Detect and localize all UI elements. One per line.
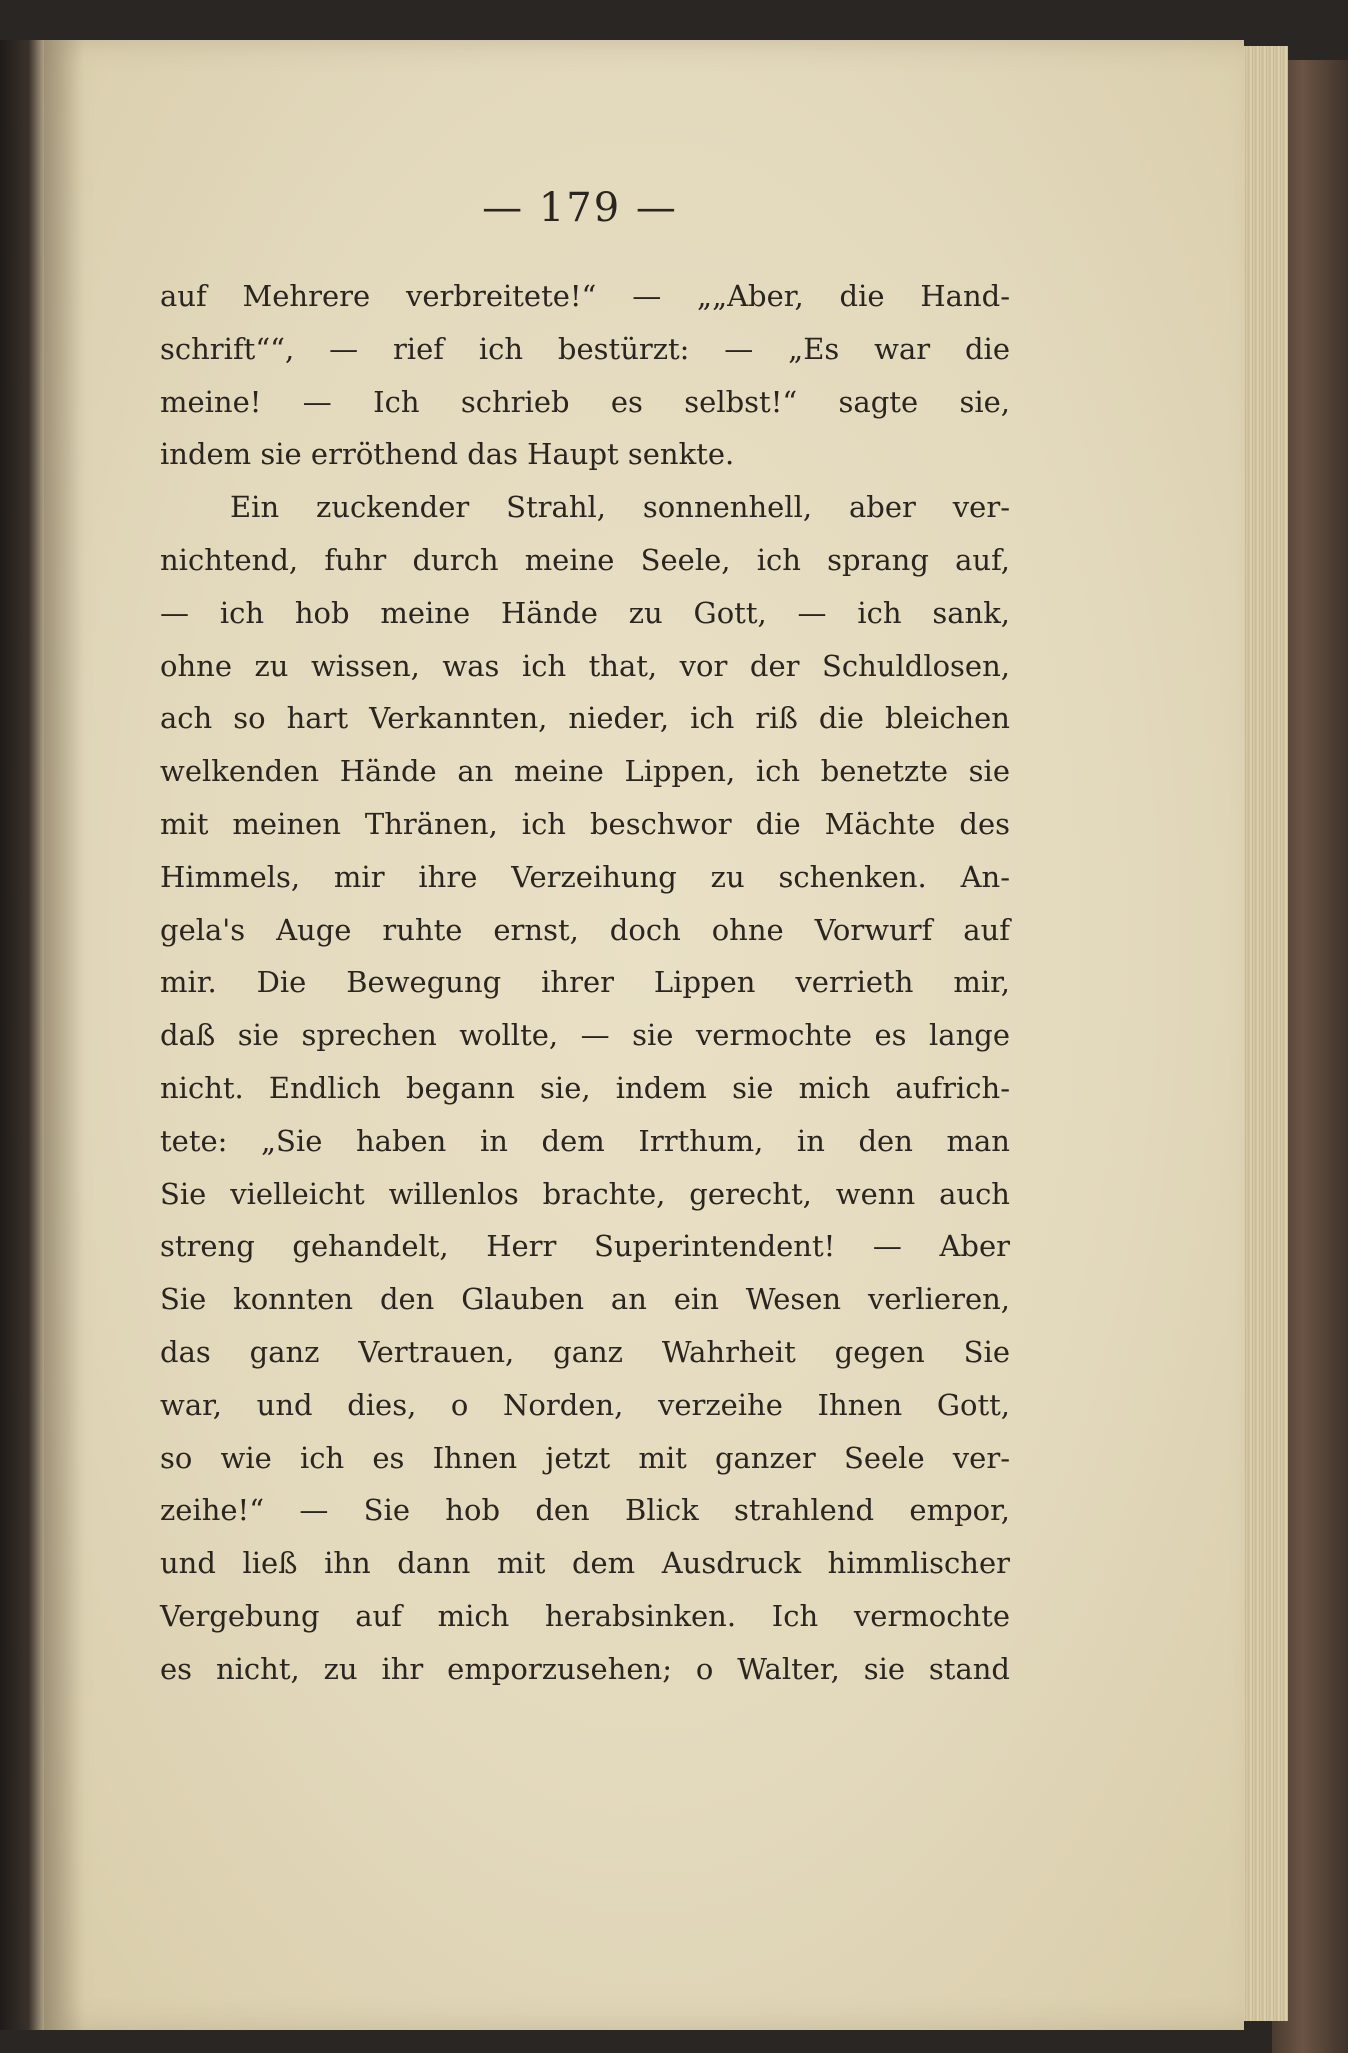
gutter-shadow xyxy=(44,40,84,2030)
text-line: daß sie sprechen wollte, — sie vermochte es lange xyxy=(160,1018,1010,1053)
text-line: es nicht, zu ihr emporzusehen; o Walter, sie stand xyxy=(160,1651,1010,1686)
text-line: meine! — Ich schrieb es selbst!“ sagte sie, xyxy=(160,384,1010,419)
text-line: Sie konnten den Glauben an ein Wesen verlieren, xyxy=(160,1282,1010,1317)
text-line: tete: „Sie haben in dem Irrthum, in den man xyxy=(160,1123,1010,1158)
text-line: das ganz Vertrauen, ganz Wahrheit gegen Sie xyxy=(160,1334,1010,1369)
text-line: mit meinen Thränen, ich beschwor die Mächte des xyxy=(160,806,1010,841)
text-line: mir. Die Bewegung ihrer Lippen verrieth mir, xyxy=(160,965,1010,1000)
text-line: nicht. Endlich begann sie, indem sie mich aufrich- xyxy=(160,1070,1010,1105)
text-line: schrift““, — rief ich bestürzt: — „Es war die xyxy=(160,331,1010,366)
text-line: war, und dies, o Norden, verzeihe Ihnen Gott, xyxy=(160,1387,1010,1422)
text-line: indem sie erröthend das Haupt senkte. xyxy=(160,437,735,472)
page-number: — 179 — xyxy=(482,185,678,231)
text-line: Sie vielleicht willenlos brachte, gerecht, wenn auch xyxy=(160,1176,1010,1211)
text-line: so wie ich es Ihnen jetzt mit ganzer Seele ver- xyxy=(160,1440,1010,1475)
text-line: ohne zu wissen, was ich that, vor der Schuldlosen, xyxy=(160,648,1010,683)
text-line: — ich hob meine Hände zu Gott, — ich sank, xyxy=(160,595,1010,630)
text-line: ach so hart Verkannten, nieder, ich riß die bleichen xyxy=(160,701,1010,736)
body-text xyxy=(160,270,1010,1696)
text-line: und ließ ihn dann mit dem Ausdruck himmlischer xyxy=(160,1546,1010,1581)
text-line: gela's Auge ruhte ernst, doch ohne Vorwurf auf xyxy=(160,912,1010,947)
text-line: nichtend, fuhr durch meine Seele, ich sprang auf, xyxy=(160,542,1010,577)
book-cover-left xyxy=(0,40,48,2030)
text-line: auf Mehrere verbreitete!“ — „„Aber, die Hand- xyxy=(160,279,1010,313)
text-line: Vergebung auf mich herabsinken. Ich vermochte xyxy=(160,1598,1010,1633)
text-line: welkenden Hände an meine Lippen, ich benetzte sie xyxy=(160,754,1010,789)
text-line: streng gehandelt, Herr Superintendent! — Aber xyxy=(160,1229,1010,1264)
text-line: Ein zuckender Strahl, sonnenhell, aber ver- xyxy=(230,490,1010,525)
text-line: zeihe!“ — Sie hob den Blick strahlend empor, xyxy=(160,1493,1010,1528)
text-line: Himmels, mir ihre Verzeihung zu schenken. An- xyxy=(160,859,1010,894)
